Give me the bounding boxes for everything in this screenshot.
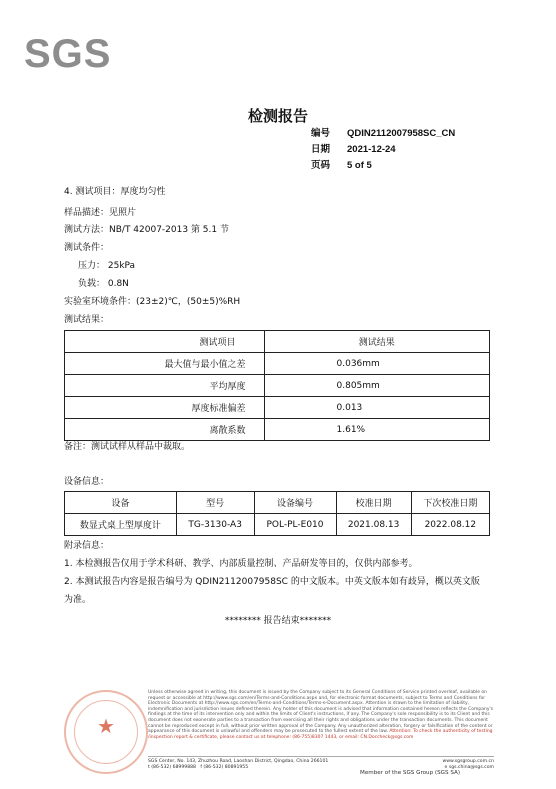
test-item: 4. 测试项目：厚度均匀性 bbox=[64, 187, 166, 197]
table-header: 下次校准日期 bbox=[411, 492, 489, 514]
table-cell: 0.036mm bbox=[264, 353, 489, 375]
sgs-logo bbox=[24, 32, 132, 76]
table-header: 测试项目 bbox=[65, 331, 265, 353]
table-cell: 离散系数 bbox=[65, 419, 265, 441]
lab-environment: 实验室环境条件：(23±2)℃，(50±5)%RH bbox=[64, 297, 241, 307]
equipment-label: 设备信息： bbox=[64, 477, 110, 487]
sgs-member-text: Member of the SGS Group (SGS SA) bbox=[360, 770, 460, 776]
test-results-label: 测试结果： bbox=[64, 315, 110, 325]
sample-description: 样品描述：见照片 bbox=[64, 208, 137, 218]
appendix-line-2: 2. 本测试报告内容是报告编号为 QDIN2112007958SC 的中文版本。中英文版本如有歧异，概以英文版 bbox=[64, 577, 480, 587]
table-header: 设备编号 bbox=[254, 492, 336, 514]
results-table bbox=[64, 330, 490, 441]
table-cell: 平均厚度 bbox=[65, 375, 265, 397]
footer bbox=[64, 690, 494, 780]
table-header: 测试结果 bbox=[264, 331, 489, 353]
authenticity-notice: Attention: To check the authenticity of testing /inspection report & certificate, please contact us at telephone: (86-755)8307 1443, or email: CN.Doccheck@sgs.com bbox=[148, 729, 493, 740]
meta-row-number: 编号 QDIN2112007958SC_CN bbox=[311, 128, 456, 139]
table-cell: 最大值与最小值之差 bbox=[65, 353, 265, 375]
test-method: 测试方法：NB/T 42007-2013 第 5.1 节 bbox=[64, 225, 229, 235]
table-cell: 厚度标准偏差 bbox=[65, 397, 265, 419]
table-cell: 1.61% bbox=[264, 419, 489, 441]
test-conditions-label: 测试条件： bbox=[64, 243, 110, 253]
appendix-line-3: 为准。 bbox=[64, 595, 92, 605]
table-cell: 2022.08.12 bbox=[411, 514, 489, 536]
table-cell: 0.805mm bbox=[264, 375, 489, 397]
table-header-row bbox=[65, 331, 490, 353]
table-header: 设备 bbox=[65, 492, 177, 514]
legal-fine-print: Unless otherwise agreed in writing, this document is issued by the Company subject to its General Conditions of Service printed overleaf, available on request or accessible at http://www.sgs.com/en/Terms-and-Conditions.aspx and, for electronic format documents, subject to Terms and Conditions for Electronic Documents at http://www.sgs.com/en/Terms-and-Conditions/Terms-e-Document.aspx. Attention is drawn to the limitation of liability, indemnification and jurisdiction issues defined therein. Any holder of this document is advised that information contained hereon reflects the Company's findings at the time of its intervention only and within the limits of Client's instructions, if any. The Company's sole responsibility is to its Client and this document does not exonerate parties to a transaction from exercising all their rights and obligations under the transaction documents. This document cannot be reproduced except in full, without prior written approval of the Company. Any unauthorized alteration, forgery or falsification of the content or appearance of this document is unlawful and offenders may be prosecuted to the fullest extent of the law. Attention: To check the authenticity of testing /inspection report & certificate, please contact us at telephone: (86-755)8307 1443, or email: CN.Doccheck@sgs.com bbox=[148, 690, 494, 740]
company-seal-icon: ★ bbox=[64, 690, 148, 774]
remark: 备注：测试试样从样品中裁取。 bbox=[64, 442, 191, 452]
table-header: 型号 bbox=[176, 492, 254, 514]
table-cell: 0.013 bbox=[264, 397, 489, 419]
meta-row-date: 日期 2021-12-24 bbox=[311, 144, 396, 155]
logo-text: SGS bbox=[24, 32, 112, 76]
table-row bbox=[65, 514, 490, 536]
report-end: ******** 报告结束******* bbox=[224, 616, 332, 626]
load-condition: 负载： 0.8N bbox=[78, 279, 129, 289]
equipment-table bbox=[64, 491, 490, 536]
table-cell: 数显式桌上型厚度计 bbox=[65, 514, 177, 536]
table-row bbox=[65, 419, 490, 441]
table-header-row bbox=[65, 492, 490, 514]
table-cell: 2021.08.13 bbox=[336, 514, 411, 536]
company-address: SGS Center, No. 143, Zhuzhou Road, Laoshan District, Qingdao, China 266101 t (86-532) 68999888 f (86-532) 80891955 www.sgsgroup.com.cn e sgs.china@sgs.com bbox=[148, 756, 494, 771]
page-title: 检测报告 bbox=[247, 107, 308, 125]
appendix-line-1: 1. 本检测报告仅用于学术科研、教学、内部质量控制、产品研发等目的，仅供内部参考。 bbox=[64, 559, 418, 569]
table-header: 校准日期 bbox=[336, 492, 411, 514]
appendix-label: 附录信息： bbox=[64, 541, 110, 551]
report-meta bbox=[311, 126, 455, 174]
table-row bbox=[65, 375, 490, 397]
table-cell: POL-PL-E010 bbox=[254, 514, 336, 536]
table-cell: TG-3130-A3 bbox=[176, 514, 254, 536]
meta-row-page: 页码 5 of 5 bbox=[311, 160, 372, 171]
pressure-condition: 压力： 25kPa bbox=[78, 261, 136, 271]
table-row bbox=[65, 397, 490, 419]
table-row bbox=[65, 353, 490, 375]
